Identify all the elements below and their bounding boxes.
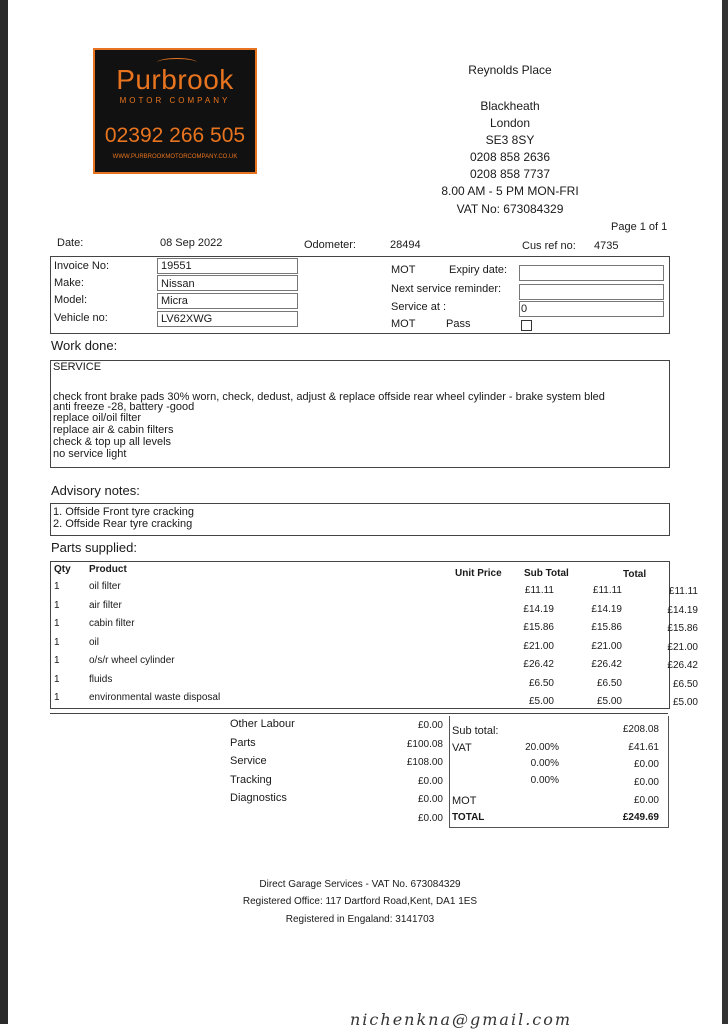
part-sub-total: £15.86 [591, 622, 622, 633]
list-item [451, 776, 661, 794]
address-phone2: 0208 858 7737 [469, 167, 551, 181]
service-at-field [519, 301, 664, 317]
work-line-5: replace air & cabin filters [53, 424, 174, 436]
part-product: cabin filter [89, 618, 135, 629]
part-total: £21.00 [667, 641, 698, 653]
summary-rate: 20.00% [525, 742, 559, 753]
part-sub-total: £5.00 [596, 696, 622, 707]
table-row [52, 617, 698, 636]
part-unit-price: £26.42 [523, 659, 554, 670]
part-unit-price: £15.86 [523, 622, 554, 633]
work-done-box [50, 360, 670, 468]
labour-costs [228, 718, 446, 829]
labour-value: £0.00 [417, 720, 443, 731]
vehicle-no-label: Vehicle no: [54, 312, 108, 324]
parts-header-sub-total: Sub Total [524, 568, 569, 579]
cusref-label: Cus ref no: [522, 240, 576, 252]
address-hours: 8.00 AM - 5 PM MON-FRI [441, 184, 579, 198]
list-item [451, 794, 661, 812]
invoice-value: 19551 [161, 260, 192, 272]
part-unit-price: £14.19 [523, 603, 554, 615]
work-line-7: no service light [53, 448, 127, 460]
service-at-label: Service at : [391, 301, 447, 313]
labour-label: Diagnostics [230, 792, 287, 804]
address-line1: Reynolds Place [468, 63, 552, 77]
date-value: 08 Sep 2022 [160, 237, 223, 249]
logo-phone: 02392 266 505 [104, 124, 246, 147]
part-total: £11.11 [668, 586, 698, 597]
part-sub-total: £21.00 [591, 640, 622, 652]
list-item [228, 792, 446, 811]
summary-value: £0.00 [633, 777, 659, 788]
part-qty: 1 [54, 655, 60, 666]
odometer-value: 28494 [390, 239, 421, 251]
table-row [52, 636, 698, 655]
address-line2: Blackheath [480, 99, 540, 113]
work-line-6: check & top up all levels [53, 436, 172, 448]
summary-costs [451, 722, 661, 830]
company-logo [93, 48, 257, 174]
part-product: air filter [89, 599, 122, 611]
page-number: Page 1 of 1 [611, 221, 668, 233]
advisory-title: Advisory notes: [51, 483, 140, 498]
labour-value: £0.00 [417, 775, 443, 787]
parts-title: Parts supplied: [51, 540, 137, 555]
summary-rate: 0.00% [530, 775, 559, 786]
model-value: Micra [161, 295, 188, 307]
labour-label: Service [230, 755, 267, 767]
labour-value: £0.00 [417, 794, 443, 805]
labour-label: Parts [230, 736, 256, 749]
summary-total-value: £249.69 [622, 812, 659, 823]
make-value: Nissan [161, 278, 195, 290]
list-item [451, 740, 661, 758]
part-total: £14.19 [667, 604, 698, 616]
list-item [228, 737, 446, 756]
summary-value: £0.00 [633, 759, 659, 770]
part-product: o/s/r wheel cylinder [89, 655, 175, 666]
date-label: Date: [57, 237, 84, 249]
labour-value: £100.08 [406, 738, 443, 750]
part-sub-total: £14.19 [591, 603, 622, 615]
address-phone1: 0208 858 2636 [469, 150, 551, 164]
part-unit-price: £6.50 [528, 677, 554, 689]
vehicle-no-value: LV62XWG [161, 313, 213, 325]
table-row [52, 691, 698, 710]
footer-line1: Direct Garage Services - VAT No. 673084329 [259, 879, 461, 890]
labour-value: £0.00 [417, 812, 443, 824]
footer-line2: Registered Office: 117 Dartford Road,Kent, DA1 1ES [242, 896, 478, 907]
cusref-value: 4735 [594, 240, 619, 252]
make-label: Make: [54, 277, 84, 289]
list-item [451, 722, 661, 740]
work-line-3: anti freeze -28, battery -good [53, 401, 195, 413]
handwritten-note: nichenkna@gmail.com [350, 1010, 573, 1029]
part-product: environmental waste disposal [89, 692, 221, 703]
logo-subtitle: MOTOR COMPANY [119, 96, 231, 105]
list-item [228, 755, 446, 774]
part-unit-price: £21.00 [523, 640, 554, 652]
pass-label: Pass [446, 318, 471, 330]
invoice-label: Invoice No: [54, 260, 110, 272]
part-total: £15.86 [667, 623, 698, 634]
part-unit-price: £11.11 [524, 585, 554, 596]
mot-pass-checkbox [521, 320, 532, 331]
summary-rate: 0.00% [530, 758, 559, 769]
summary-value: £208.08 [622, 724, 659, 735]
parts-header-unit-price: Unit Price [455, 568, 502, 579]
part-total: £5.00 [672, 697, 698, 708]
address-line4: SE3 8SY [485, 133, 535, 147]
summary-label: MOT [452, 795, 477, 807]
part-qty: 1 [54, 636, 60, 648]
part-product: fluids [89, 673, 113, 685]
list-item [228, 774, 446, 793]
odometer-label: Odometer: [304, 239, 356, 251]
work-line-2: check front brake pads 30% worn, check, dedust, adjust & replace offside rear wheel cylinder - brake system bled [53, 391, 605, 403]
left-frame-edge [0, 0, 8, 1024]
table-row [52, 580, 698, 599]
table-row [52, 599, 698, 618]
list-item [451, 758, 661, 776]
expiry-date-field [519, 265, 664, 281]
part-unit-price: £5.00 [528, 696, 554, 707]
summary-total-label: TOTAL [452, 812, 485, 823]
expiry-date-label: Expiry date: [449, 264, 508, 276]
part-qty: 1 [54, 618, 60, 629]
next-service-label: Next service reminder: [391, 283, 502, 295]
work-line-4: replace oil/oil filter [53, 412, 142, 424]
summary-value: £0.00 [633, 795, 659, 806]
part-total: £6.50 [672, 678, 698, 690]
service-at-value: 0 [521, 303, 528, 315]
part-qty: 1 [54, 581, 60, 592]
logo-name: Purbrook [116, 64, 234, 95]
table-row [52, 654, 698, 673]
work-line-1: SERVICE [53, 361, 102, 373]
part-qty: 1 [54, 673, 60, 685]
summary-label: Sub total: [452, 725, 499, 737]
mot-label: MOT [391, 264, 416, 276]
part-qty: 1 [54, 692, 60, 703]
parts-header-qty: Qty [54, 564, 71, 575]
part-qty: 1 [54, 599, 60, 611]
parts-header-product: Product [89, 564, 127, 575]
table-row [52, 673, 698, 692]
list-item [228, 718, 446, 737]
part-sub-total: £6.50 [596, 677, 622, 689]
labour-label: Tracking [230, 773, 272, 786]
list-item [228, 811, 446, 830]
labour-label: Other Labour [230, 718, 295, 730]
list-item [451, 812, 661, 830]
model-label: Model: [54, 294, 88, 306]
part-sub-total: £11.11 [592, 585, 622, 596]
footer-line3: Registered in Engaland: 3141703 [285, 914, 435, 925]
address-vat: VAT No: 673084329 [456, 202, 564, 216]
mot-pass-label: MOT [391, 318, 416, 330]
part-total: £26.42 [667, 660, 698, 671]
work-done-title: Work done: [51, 338, 118, 353]
summary-label: VAT [452, 742, 472, 754]
address-line3: London [489, 116, 531, 130]
advisory-line-2: 2. Offside Rear tyre cracking [53, 518, 193, 530]
next-service-field [519, 284, 664, 300]
parts-header-total: Total [623, 569, 647, 580]
labour-value: £108.00 [406, 757, 443, 768]
part-product: oil filter [89, 581, 121, 592]
summary-value: £41.61 [628, 742, 659, 753]
part-product: oil [89, 636, 100, 648]
parts-rows [52, 580, 698, 710]
logo-website: WWW.PURBROOKMOTORCOMPANY.CO.UK [112, 154, 238, 160]
part-sub-total: £26.42 [591, 659, 622, 670]
right-frame-edge [722, 0, 728, 1024]
advisory-line-1: 1. Offside Front tyre cracking [53, 506, 195, 518]
